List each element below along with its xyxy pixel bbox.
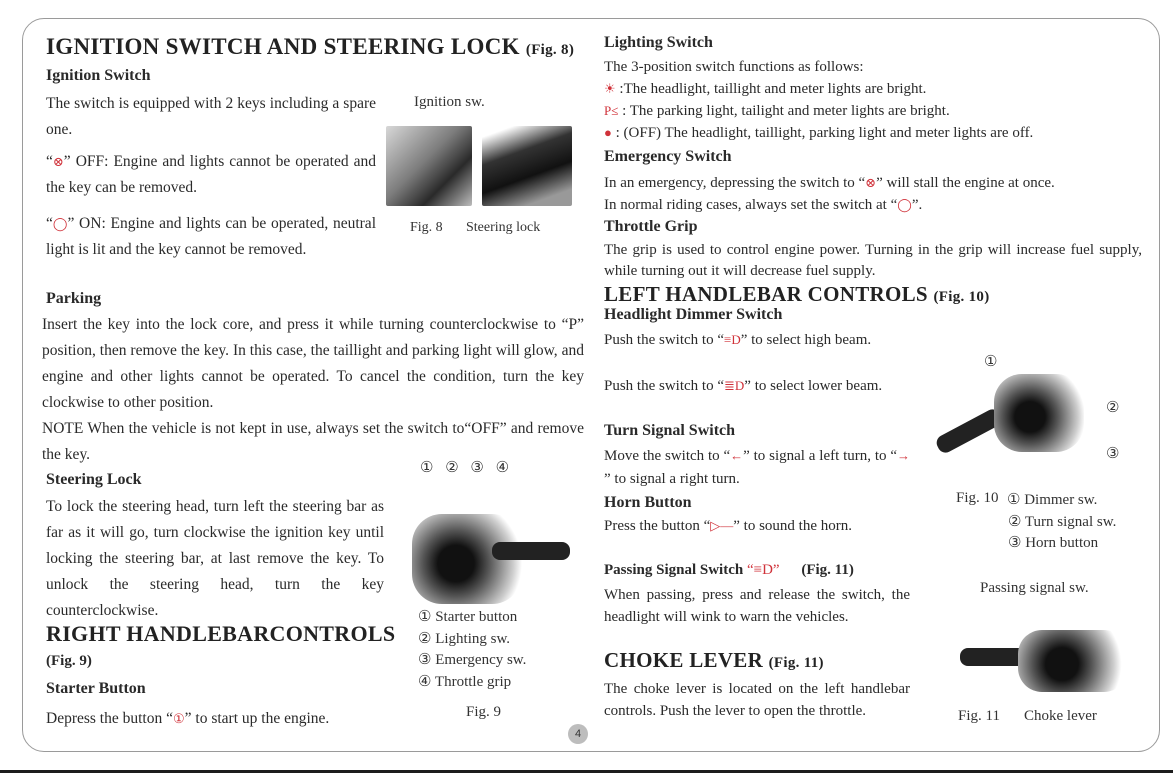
right-column (604, 34, 1164, 738)
left-column (42, 34, 586, 738)
emergency-run-icon: ◯ (897, 197, 912, 212)
fig8-ignition-label: Ignition sw. (414, 94, 485, 110)
fig9-item-lighting: ② Lighting sw. (418, 630, 511, 647)
ignition-switch-heading: Ignition Switch (46, 67, 151, 84)
ignition-switch-text: The switch is equipped with 2 keys including a spare one. (46, 95, 376, 138)
bottom-rule (0, 770, 1173, 773)
starter-text-b: ” to start up the engine. (184, 710, 330, 727)
passing-fig-ref: (Fig. 11) (801, 562, 854, 578)
turn-text-b: ” to signal a left turn, to “ (743, 448, 897, 464)
throttle-grip-text: The grip is used to control engine power. Turning in the grip will increase fuel supply, while turning out it will decrease fuel supply. (604, 242, 1142, 279)
left-handlebar-title (604, 282, 990, 307)
fig11-switch-photo (1018, 630, 1128, 692)
steering-lock-text: To lock the steering head, turn left the steering bar as far as it will go, turn clockwise the ignition key until locking the steering bar, at last remove the key. To unlock the steering head, turn the key counterclockwise. (46, 498, 384, 619)
fig8-ignition-photo (386, 126, 472, 206)
fig11-choke-label: Choke lever (1024, 708, 1097, 724)
dimmer-low-a: Push the switch to “ (604, 378, 724, 394)
on-description: ” ON: Engine and lights can be operated, neutral light is lit and the key cannot be removed. (46, 215, 376, 258)
emergency-switch-heading: Emergency Switch (604, 148, 732, 165)
horn-button-text (604, 514, 910, 538)
starter-icon: ① (172, 711, 185, 726)
choke-lever-title (604, 648, 824, 673)
passing-icon: “≡D” (746, 562, 780, 578)
fig10-item-turn: ② Turn signal sw. (1008, 513, 1117, 530)
horn-text-b: ” to sound the horn. (733, 518, 852, 534)
parking-light-icon: P≤ (604, 103, 619, 118)
choke-title-text: CHOKE LEVER (604, 648, 764, 672)
choke-fig-ref: (Fig. 11) (768, 655, 824, 671)
fig9-num-2: ② (445, 460, 459, 476)
off-position-text (46, 149, 376, 201)
fig9-legend (418, 607, 526, 693)
right-handlebar-title: RIGHT HANDLEBARCONTROLS (46, 621, 396, 646)
left-arrow-icon: ← (730, 448, 744, 463)
emergency-line-2-a: In normal riding cases, always set the switch at “ (604, 197, 898, 213)
fig9-num-4: ④ (495, 460, 510, 476)
low-beam-icon: ≣D (724, 378, 745, 393)
fig9-item-throttle: ④ Throttle grip (418, 673, 512, 690)
emergency-off-icon: ⊗ (865, 175, 877, 190)
right-arrow-icon: → (897, 448, 910, 463)
lighting-line-3-text: : (OFF) The headlight, taillight, parking light and meter lights are off. (615, 125, 1034, 141)
passing-signal-text: When passing, press and release the switch, the headlight will wink to warn the vehicles. (604, 587, 910, 625)
horn-text-a: Press the button “ (604, 518, 711, 534)
fig9-numbers (420, 458, 509, 477)
passing-signal-heading (604, 562, 854, 579)
throttle-grip-heading: Throttle Grip (604, 218, 698, 235)
fig10-legend (1007, 490, 1116, 555)
off-key-icon: ⊗ (52, 154, 64, 169)
fig11-passing-label: Passing signal sw. (980, 580, 1089, 596)
fig8-steering-label: Steering lock (466, 220, 541, 235)
parking-heading: Parking (46, 290, 102, 307)
dimmer-switch-heading: Headlight Dimmer Switch (604, 306, 783, 323)
fig8-steering-photo (482, 126, 572, 206)
fig9-num-1: ① (420, 460, 434, 476)
lighting-intro: The 3-position switch functions as follows: (604, 59, 864, 75)
fig11-caption: Fig. 11 (958, 708, 1000, 724)
fig10-num-1: ① (984, 354, 998, 370)
dimmer-high-a: Push the switch to “ (604, 332, 724, 348)
high-beam-icon: ≡D (724, 332, 741, 347)
turn-text-a: Move the switch to “ (604, 448, 731, 464)
emergency-line-2 (604, 192, 922, 218)
steering-lock-heading: Steering Lock (46, 471, 142, 488)
dimmer-high-text (604, 328, 910, 352)
on-position-text (46, 211, 376, 263)
fig10-switch-photo (994, 374, 1084, 452)
fig9-num-3: ③ (470, 460, 484, 476)
choke-lever-text: The choke lever is located on the left handlebar controls. Push the lever to open the throttle. (604, 681, 910, 719)
fig9-item-emergency: ③ Emergency sw. (418, 652, 527, 668)
fig10-num-2: ② (1106, 400, 1120, 416)
title-text: IGNITION SWITCH AND STEERING LOCK (46, 34, 520, 59)
fig10-item-horn: ③ Horn button (1008, 535, 1099, 551)
turn-text-c: ” to signal a right turn. (604, 471, 740, 487)
emergency-line-1-b: ” will stall the engine at once. (876, 175, 1055, 191)
dimmer-high-b: ” to select high beam. (740, 332, 872, 348)
lighting-line-1-text: :The headlight, taillight and meter lights are bright. (619, 81, 927, 97)
lighting-line-2-text: : The parking light, tailight and meter lights are bright. (622, 103, 950, 119)
turn-signal-heading: Turn Signal Switch (604, 422, 736, 439)
fig10-item-dimmer: ① Dimmer sw. (1007, 492, 1098, 508)
starter-text-a: Depress the button “ (46, 710, 173, 727)
on-key-icon: ◯ (52, 216, 68, 231)
lighting-line-3 (604, 120, 1033, 146)
note-text: NOTE When the vehicle is not kept in use, always set the switch to“OFF” and remove the key. (42, 420, 584, 463)
off-dot-icon: ● (604, 125, 612, 140)
emergency-line-1-a: In an emergency, depressing the switch to “ (604, 175, 866, 191)
horn-icon: ▷— (710, 518, 734, 533)
starter-button-heading: Starter Button (46, 680, 146, 697)
passing-heading-text: Passing Signal Switch (604, 562, 744, 578)
dimmer-low-text (604, 374, 910, 398)
fig9-throttle-grip (492, 542, 570, 560)
headlight-icon: ☀ (604, 81, 616, 96)
left-handlebar-title-text: LEFT HANDLEBAR CONTROLS (604, 282, 928, 306)
fig10-num-3: ③ (1106, 446, 1120, 462)
page-number: 4 (568, 724, 588, 744)
turn-signal-text (604, 444, 910, 491)
quote-open: “ (46, 215, 53, 232)
ignition-section-title (46, 34, 574, 60)
off-description: ” OFF: Engine and lights cannot be operated and the key can be removed. (46, 153, 376, 196)
right-handlebar-fig-ref: (Fig. 9) (46, 653, 92, 669)
fig9-caption: Fig. 9 (466, 704, 502, 720)
emergency-line-2-b: ”. (911, 197, 923, 213)
fig8-caption: Fig. 8 (410, 220, 443, 235)
dimmer-low-b: ” to select lower beam. (744, 378, 883, 394)
title-fig-ref: (Fig. 8) (525, 42, 575, 58)
fig9-item-starter: ① Starter button (418, 609, 518, 625)
quote-open: “ (46, 153, 53, 170)
parking-text: Insert the key into the lock core, and press it while turning counterclockwise to “P” position, then remove the key. In this case, the taillight and parking light will glow, and engine and other lights cannot be operated. To cancel the condition, turn the key clockwise to other position. (42, 316, 584, 411)
fig10-caption: Fig. 10 (956, 490, 999, 506)
left-handlebar-fig-ref: (Fig. 10) (933, 289, 990, 305)
horn-button-heading: Horn Button (604, 494, 692, 511)
starter-button-text (46, 706, 396, 732)
lighting-switch-heading: Lighting Switch (604, 34, 713, 51)
